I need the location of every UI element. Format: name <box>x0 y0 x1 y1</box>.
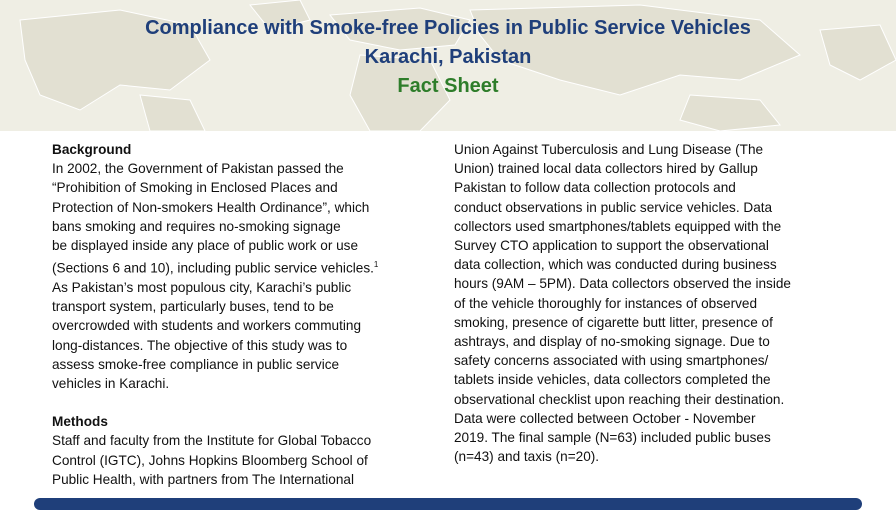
document-subtitle: Karachi, Pakistan <box>364 46 532 68</box>
methods-paragraph-left: Staff and faculty from the Institute for Global Tobacco Control (IGTC), Johns Hopkins Bloomberg School of Public Health, with partners from The International <box>52 433 372 487</box>
background-text: In 2002, the Government of Pakistan passed the “Prohibition of Smoking in Enclosed Places and Protection of Non-smokers Health Ordinance”, which bans smoking and requires no-smoking signage be displayed inside any place of public work or use (Sections 6 and 10), including public service vehicles. <box>52 161 374 276</box>
footnote-ref: 1 <box>373 260 379 270</box>
title-block <box>0 14 896 101</box>
methods-paragraph-right: Union Against Tuberculosis and Lung Disease (The Union) trained local data collectors hired by Gallup Pakistan to follow data collection protocols and conduct observations in public service vehicles. Data collectors used smartphones/tablets equipped with the Survey CTO application to support the observational data collection, which was conducted during business hours (9AM – 5PM). Data collectors observed the inside of the vehicle thoroughly for instances of observed smoking, presence of cigarette butt litter, presence of ashtrays, and display of no-smoking signage. Due to safety concerns associated with using smartphones/ tablets inside vehicles, data collectors completed the observational checklist upon reaching their destination. Data were collected between October - November 2019. The final sample (N=63) included public buses (n=43) and taxis (n=20). <box>454 142 791 465</box>
footer-bar <box>34 498 862 510</box>
document-type: Fact Sheet <box>397 75 499 97</box>
background-paragraph <box>52 159 432 278</box>
header-banner <box>0 0 896 131</box>
right-column <box>454 140 849 466</box>
left-column <box>52 140 432 489</box>
document-title: Compliance with Smoke-free Policies in Public Service Vehicles <box>145 17 751 39</box>
background-paragraph-2: As Pakistan’s most populous city, Karachi’s public transport system, particularly buses, tend to be overcrowded with students and workers commuting long-distances. The objective of this study was to assess smoke-free compliance in public service vehicles in Karachi. <box>52 279 362 391</box>
methods-heading: Methods <box>52 414 108 430</box>
background-heading: Background <box>52 142 132 157</box>
